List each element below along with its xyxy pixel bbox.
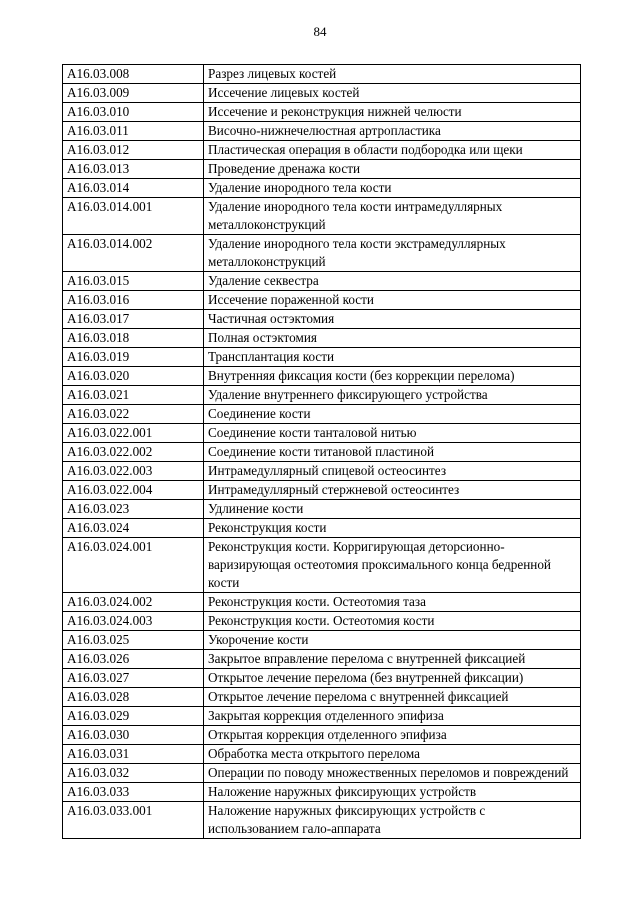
table-row bbox=[63, 179, 581, 198]
procedure-code-cell: A16.03.020 bbox=[63, 367, 204, 386]
table-row bbox=[63, 462, 581, 481]
procedure-code-cell: A16.03.032 bbox=[63, 764, 204, 783]
table-row bbox=[63, 443, 581, 462]
table-row bbox=[63, 669, 581, 688]
table-row bbox=[63, 745, 581, 764]
table-row bbox=[63, 631, 581, 650]
table-row bbox=[63, 764, 581, 783]
table-row bbox=[63, 538, 581, 593]
procedure-name-cell: Удаление инородного тела кости интрамедуллярных металлоконструкций bbox=[204, 198, 581, 235]
table-row bbox=[63, 405, 581, 424]
procedure-name-cell: Реконструкция кости. Корригирующая деторсионно-варизирующая остеотомия проксимального конца бедренной кости bbox=[204, 538, 581, 593]
table-row bbox=[63, 707, 581, 726]
table-row bbox=[63, 329, 581, 348]
procedure-code-cell: A16.03.024.003 bbox=[63, 612, 204, 631]
procedure-code-cell: A16.03.008 bbox=[63, 65, 204, 84]
procedure-code-cell: A16.03.013 bbox=[63, 160, 204, 179]
table-row bbox=[63, 424, 581, 443]
table-row bbox=[63, 160, 581, 179]
procedure-name-cell: Реконструкция кости bbox=[204, 519, 581, 538]
procedure-name-cell: Наложение наружных фиксирующих устройств bbox=[204, 783, 581, 802]
procedure-code-cell: A16.03.024.001 bbox=[63, 538, 204, 593]
table-row bbox=[63, 122, 581, 141]
procedure-name-cell: Полная остэктомия bbox=[204, 329, 581, 348]
procedure-code-cell: A16.03.025 bbox=[63, 631, 204, 650]
table-row bbox=[63, 310, 581, 329]
procedure-code-cell: A16.03.012 bbox=[63, 141, 204, 160]
table-row bbox=[63, 291, 581, 310]
procedure-name-cell: Соединение кости титановой пластиной bbox=[204, 443, 581, 462]
procedure-name-cell: Височно-нижнечелюстная артропластика bbox=[204, 122, 581, 141]
procedure-code-cell: A16.03.026 bbox=[63, 650, 204, 669]
procedure-code-cell: A16.03.033 bbox=[63, 783, 204, 802]
procedure-name-cell: Соединение кости танталовой нитью bbox=[204, 424, 581, 443]
procedure-name-cell: Интрамедуллярный спицевой остеосинтез bbox=[204, 462, 581, 481]
procedure-code-cell: A16.03.018 bbox=[63, 329, 204, 348]
procedure-code-cell: A16.03.024 bbox=[63, 519, 204, 538]
procedure-name-cell: Реконструкция кости. Остеотомия кости bbox=[204, 612, 581, 631]
procedure-name-cell: Удаление секвестра bbox=[204, 272, 581, 291]
procedure-code-cell: A16.03.014 bbox=[63, 179, 204, 198]
procedure-code-cell: A16.03.024.002 bbox=[63, 593, 204, 612]
table-row bbox=[63, 783, 581, 802]
procedure-name-cell: Закрытая коррекция отделенного эпифиза bbox=[204, 707, 581, 726]
procedure-name-cell: Открытая коррекция отделенного эпифиза bbox=[204, 726, 581, 745]
procedure-name-cell: Наложение наружных фиксирующих устройств с использованием гало-аппарата bbox=[204, 802, 581, 839]
procedure-name-cell: Удаление инородного тела кости bbox=[204, 179, 581, 198]
procedure-name-cell: Иссечение лицевых костей bbox=[204, 84, 581, 103]
table-row bbox=[63, 84, 581, 103]
procedure-name-cell: Соединение кости bbox=[204, 405, 581, 424]
procedure-code-cell: A16.03.017 bbox=[63, 310, 204, 329]
procedure-code-cell: A16.03.022.002 bbox=[63, 443, 204, 462]
procedure-codes-table bbox=[62, 64, 581, 839]
procedure-name-cell: Иссечение и реконструкция нижней челюсти bbox=[204, 103, 581, 122]
table-row bbox=[63, 802, 581, 839]
table-row bbox=[63, 650, 581, 669]
table-row bbox=[63, 272, 581, 291]
procedure-name-cell: Закрытое вправление перелома с внутренней фиксацией bbox=[204, 650, 581, 669]
procedure-code-cell: A16.03.029 bbox=[63, 707, 204, 726]
procedure-name-cell: Частичная остэктомия bbox=[204, 310, 581, 329]
procedure-name-cell: Укорочение кости bbox=[204, 631, 581, 650]
procedure-code-cell: A16.03.009 bbox=[63, 84, 204, 103]
procedure-name-cell: Операции по поводу множественных переломов и повреждений bbox=[204, 764, 581, 783]
procedure-name-cell: Пластическая операция в области подбородка или щеки bbox=[204, 141, 581, 160]
page-number: 84 bbox=[313, 24, 327, 39]
procedure-name-cell: Обработка места открытого перелома bbox=[204, 745, 581, 764]
procedure-name-cell: Трансплантация кости bbox=[204, 348, 581, 367]
procedure-code-cell: A16.03.011 bbox=[63, 122, 204, 141]
procedure-code-cell: A16.03.022.001 bbox=[63, 424, 204, 443]
table-row bbox=[63, 65, 581, 84]
procedure-code-cell: A16.03.027 bbox=[63, 669, 204, 688]
procedure-code-cell: A16.03.022.004 bbox=[63, 481, 204, 500]
procedure-name-cell: Проведение дренажа кости bbox=[204, 160, 581, 179]
procedure-name-cell: Разрез лицевых костей bbox=[204, 65, 581, 84]
procedure-name-cell: Реконструкция кости. Остеотомия таза bbox=[204, 593, 581, 612]
table-row bbox=[63, 519, 581, 538]
procedure-name-cell: Открытое лечение перелома (без внутренней фиксации) bbox=[204, 669, 581, 688]
procedure-code-cell: A16.03.015 bbox=[63, 272, 204, 291]
procedure-name-cell: Открытое лечение перелома с внутренней фиксацией bbox=[204, 688, 581, 707]
procedure-code-cell: A16.03.023 bbox=[63, 500, 204, 519]
procedure-code-cell: A16.03.014.002 bbox=[63, 235, 204, 272]
table-row bbox=[63, 593, 581, 612]
procedure-code-cell: A16.03.030 bbox=[63, 726, 204, 745]
procedure-code-cell: A16.03.016 bbox=[63, 291, 204, 310]
procedure-name-cell: Удлинение кости bbox=[204, 500, 581, 519]
table-row bbox=[63, 235, 581, 272]
table-row bbox=[63, 386, 581, 405]
table-row bbox=[63, 500, 581, 519]
procedure-name-cell: Удаление внутреннего фиксирующего устройства bbox=[204, 386, 581, 405]
procedure-code-cell: A16.03.014.001 bbox=[63, 198, 204, 235]
table-row bbox=[63, 348, 581, 367]
table-body bbox=[63, 65, 581, 839]
table-row bbox=[63, 612, 581, 631]
table-row bbox=[63, 198, 581, 235]
table-row bbox=[63, 481, 581, 500]
procedure-code-cell: A16.03.022 bbox=[63, 405, 204, 424]
procedure-code-cell: A16.03.022.003 bbox=[63, 462, 204, 481]
procedure-code-cell: A16.03.028 bbox=[63, 688, 204, 707]
procedure-code-cell: A16.03.019 bbox=[63, 348, 204, 367]
table-row bbox=[63, 688, 581, 707]
procedure-name-cell: Иссечение пораженной кости bbox=[204, 291, 581, 310]
procedure-name-cell: Удаление инородного тела кости экстрамедуллярных металлоконструкций bbox=[204, 235, 581, 272]
table-row bbox=[63, 367, 581, 386]
table-row bbox=[63, 141, 581, 160]
procedure-code-cell: A16.03.021 bbox=[63, 386, 204, 405]
table-row bbox=[63, 726, 581, 745]
table-row bbox=[63, 103, 581, 122]
procedure-code-cell: A16.03.031 bbox=[63, 745, 204, 764]
procedure-code-cell: A16.03.033.001 bbox=[63, 802, 204, 839]
procedure-name-cell: Внутренняя фиксация кости (без коррекции перелома) bbox=[204, 367, 581, 386]
procedure-name-cell: Интрамедуллярный стержневой остеосинтез bbox=[204, 481, 581, 500]
procedure-code-cell: A16.03.010 bbox=[63, 103, 204, 122]
